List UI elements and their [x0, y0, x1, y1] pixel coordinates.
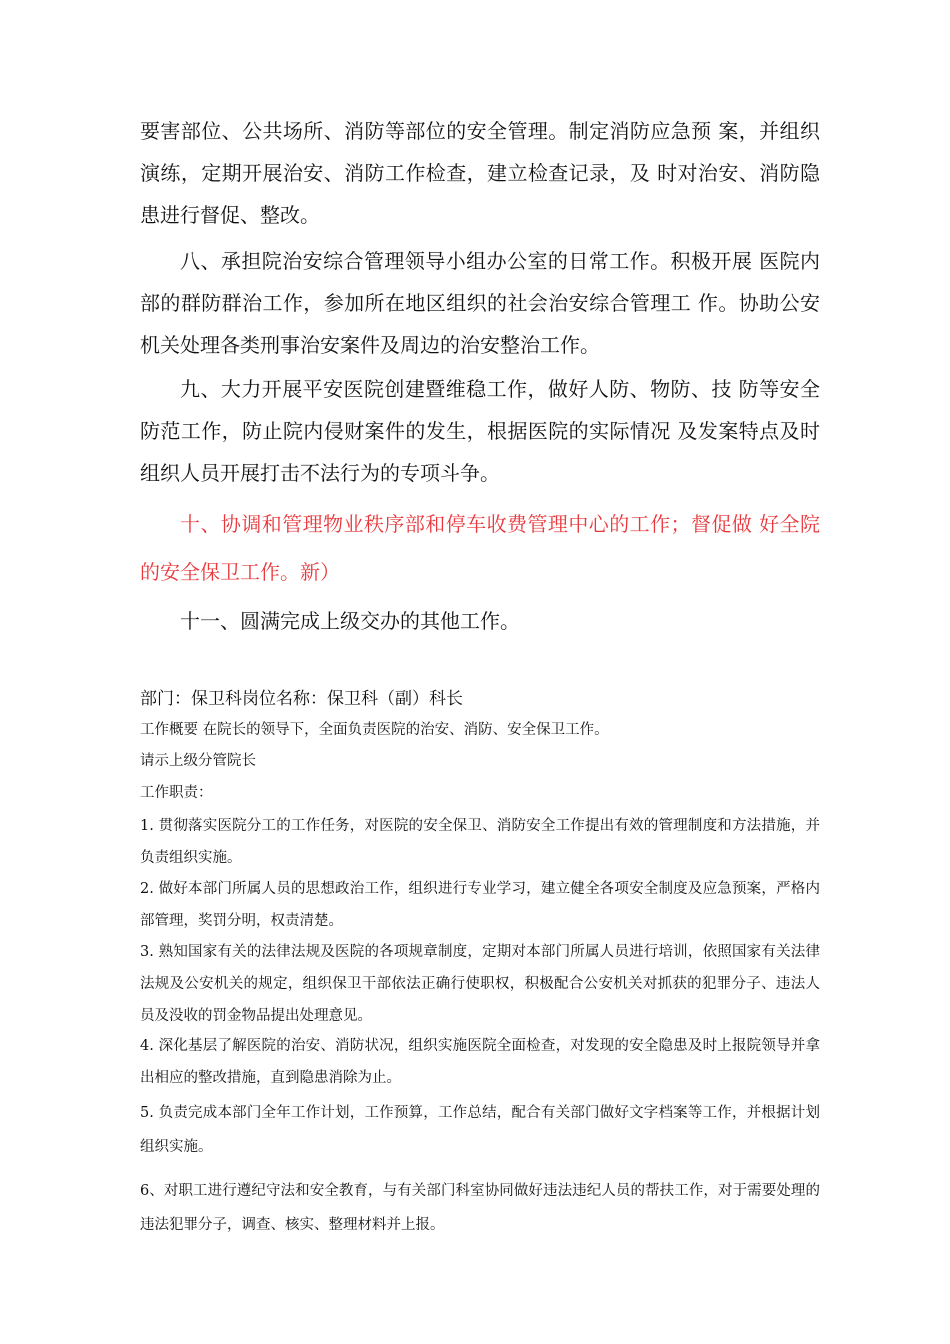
- paragraph-item-9: 九、大力开展平安医院创建暨维稳工作，做好人防、物防、技 防等安全防范工作，防止院内侵财案件的发生，根据医院的实际情况 及发案特点及时组织人员开展打击不法行为的专项斗争。: [140, 377, 820, 485]
- duty-item: 1. 贯彻落实医院分工的工作任务，对医院的安全保卫、消防安全工作提出有效的管理制度和方法措施，并负责组织实施。: [140, 818, 820, 866]
- paragraph-item-10-highlighted: 十、协调和管理物业秩序部和停车收费管理中心的工作；督促做 好全院的安全保卫工作。新）: [140, 512, 820, 584]
- duty-item: 4. 深化基层了解医院的治安、消防状况，组织实施医院全面检查，对发现的安全隐患及时上报院领导并拿出相应的整改措施，直到隐患消除为止。: [140, 1038, 820, 1086]
- paragraph-fire-safety: 要害部位、公共场所、消防等部位的安全管理。制定消防应急预 案，并组织演练，定期开展治安、消防工作检查，建立检查记录，及 时对治安、消防隐患进行督促、整改。: [140, 119, 820, 227]
- department-position-line: 部门：保卫科岗位名称：保卫科（副）科长: [140, 689, 463, 709]
- paragraph-item-8: 八、承担院治安综合管理领导小组办公室的日常工作。积极开展 医院内部的群防群治工作，参加所在地区组织的社会治安综合管理工 作。协助公安机关处理各类刑事治安案件及周边的治安整治工作。: [140, 249, 820, 357]
- report-to-line: 请示上级分管院长: [140, 753, 256, 769]
- duty-item: 3. 熟知国家有关的法律法规及医院的各项规章制度，定期对本部门所属人员进行培训，依照国家有关法律法规及公安机关的规定，组织保卫干部依法正确行使职权，积极配合公安机关对抓获的犯罪分子、违法人员及没收的罚金物品提出处理意见。: [140, 944, 820, 1024]
- duty-item: 5. 负责完成本部门全年工作计划，工作预算，工作总结，配合有关部门做好文字档案等工作，并根据计划组织实施。: [140, 1105, 820, 1155]
- paragraph-item-11: 十一、圆满完成上级交办的其他工作。: [180, 609, 520, 633]
- duties-heading: 工作职责：: [140, 785, 213, 801]
- duty-item: 6、对职工进行遵纪守法和安全教育，与有关部门科室协同做好违法违纪人员的帮扶工作，对于需要处理的违法犯罪分子，调查、核实、整理材料并上报。: [140, 1183, 820, 1233]
- duty-item: 2. 做好本部门所属人员的思想政治工作，组织进行专业学习，建立健全各项安全制度及应急预案，严格内部管理，奖罚分明，权责清楚。: [140, 881, 820, 929]
- work-overview: 工作概要 在院长的领导下，全面负责医院的治安、消防、安全保卫工作。: [140, 722, 609, 738]
